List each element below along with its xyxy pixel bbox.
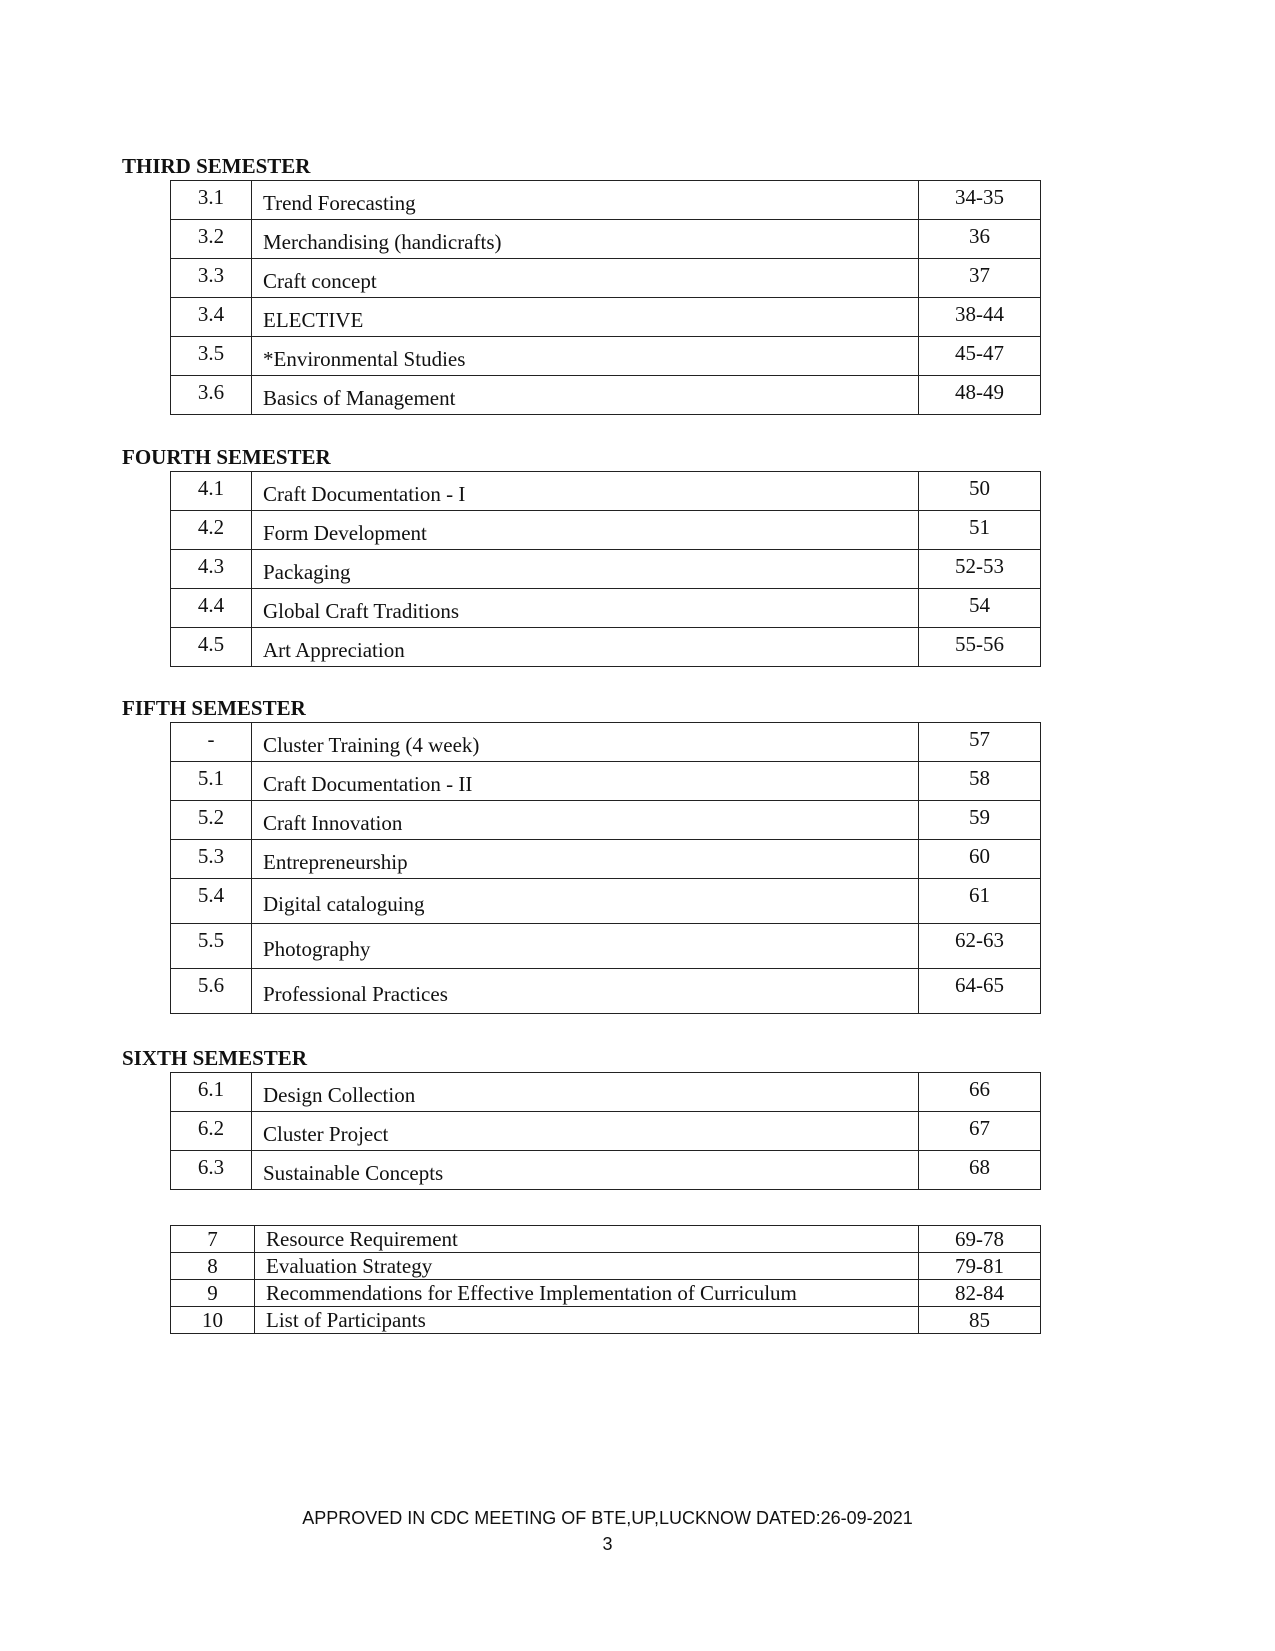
row-number: 3.6 (171, 376, 252, 415)
row-number: 5.6 (171, 969, 252, 1014)
row-title: Cluster Training (4 week) (252, 723, 919, 762)
approval-footer: APPROVED IN CDC MEETING OF BTE,UP,LUCKNOW DATED:26-09-2021 (302, 1508, 913, 1528)
table-row (171, 1073, 1041, 1112)
row-page: 64-65 (919, 969, 1041, 1014)
table-row (171, 1307, 1041, 1334)
row-title: Recommendations for Effective Implementation of Curriculum (255, 1280, 919, 1307)
row-number: 9 (171, 1280, 255, 1307)
row-page: 54 (919, 589, 1041, 628)
table-row (171, 550, 1041, 589)
table-row (171, 1151, 1041, 1190)
row-number: 8 (171, 1253, 255, 1280)
table-row (171, 924, 1041, 969)
row-title: Photography (252, 924, 919, 969)
row-page: 66 (919, 1073, 1041, 1112)
row-title: Digital cataloguing (252, 879, 919, 924)
table-row (171, 337, 1041, 376)
table-row (171, 1253, 1041, 1280)
table-row (171, 472, 1041, 511)
table-row (171, 1226, 1041, 1253)
row-title: Form Development (252, 511, 919, 550)
row-number: 4.3 (171, 550, 252, 589)
table-row (171, 220, 1041, 259)
table-row (171, 259, 1041, 298)
row-title: *Environmental Studies (252, 337, 919, 376)
row-number: 5.5 (171, 924, 252, 969)
row-page: 85 (919, 1307, 1041, 1334)
row-number: 4.5 (171, 628, 252, 667)
page-number: 3 (602, 1534, 613, 1554)
row-number: 5.4 (171, 879, 252, 924)
row-number: 6.2 (171, 1112, 252, 1151)
row-number: 3.1 (171, 181, 252, 220)
row-page: 67 (919, 1112, 1041, 1151)
row-number: 3.3 (171, 259, 252, 298)
row-page: 45-47 (919, 337, 1041, 376)
table-row (171, 1280, 1041, 1307)
row-page: 55-56 (919, 628, 1041, 667)
row-page: 36 (919, 220, 1041, 259)
toc-table-fifth-semester (170, 722, 1041, 1014)
row-title: Design Collection (252, 1073, 919, 1112)
table-row (171, 879, 1041, 924)
table-row (171, 511, 1041, 550)
row-page: 60 (919, 840, 1041, 879)
row-title: Craft Innovation (252, 801, 919, 840)
row-title: Entrepreneurship (252, 840, 919, 879)
row-number: 3.4 (171, 298, 252, 337)
table-row (171, 801, 1041, 840)
row-title: Resource Requirement (255, 1226, 919, 1253)
row-title: Basics of Management (252, 376, 919, 415)
table-row (171, 589, 1041, 628)
row-page: 68 (919, 1151, 1041, 1190)
row-page: 34-35 (919, 181, 1041, 220)
table-row (171, 298, 1041, 337)
row-title: List of Participants (255, 1307, 919, 1334)
row-title: Craft Documentation - II (252, 762, 919, 801)
row-number: 5.3 (171, 840, 252, 879)
toc-table-appendices (170, 1225, 1041, 1334)
table-row (171, 723, 1041, 762)
table-row (171, 181, 1041, 220)
row-page: 48-49 (919, 376, 1041, 415)
row-title: Evaluation Strategy (255, 1253, 919, 1280)
row-page: 58 (919, 762, 1041, 801)
row-number: 4.2 (171, 511, 252, 550)
row-page: 50 (919, 472, 1041, 511)
row-title: Cluster Project (252, 1112, 919, 1151)
table-row (171, 376, 1041, 415)
row-page: 57 (919, 723, 1041, 762)
row-page: 51 (919, 511, 1041, 550)
table-row (171, 969, 1041, 1014)
row-number: 10 (171, 1307, 255, 1334)
row-number: 3.2 (171, 220, 252, 259)
row-title: Packaging (252, 550, 919, 589)
row-page: 82-84 (919, 1280, 1041, 1307)
row-page: 79-81 (919, 1253, 1041, 1280)
toc-table-fourth-semester (170, 471, 1041, 667)
row-number: 4.1 (171, 472, 252, 511)
row-page: 62-63 (919, 924, 1041, 969)
table-row (171, 762, 1041, 801)
toc-table-third-semester (170, 180, 1041, 415)
row-title: Sustainable Concepts (252, 1151, 919, 1190)
row-title: Merchandising (handicrafts) (252, 220, 919, 259)
row-title: Global Craft Traditions (252, 589, 919, 628)
section-heading-sixth-semester: SIXTH SEMESTER (122, 1046, 307, 1070)
table-row (171, 840, 1041, 879)
row-title: Craft Documentation - I (252, 472, 919, 511)
table-row (171, 628, 1041, 667)
row-number: 7 (171, 1226, 255, 1253)
row-number: - (171, 723, 252, 762)
row-page: 59 (919, 801, 1041, 840)
section-heading-fifth-semester: FIFTH SEMESTER (122, 696, 306, 720)
row-number: 4.4 (171, 589, 252, 628)
row-page: 61 (919, 879, 1041, 924)
section-heading-fourth-semester: FOURTH SEMESTER (122, 445, 331, 469)
row-number: 6.1 (171, 1073, 252, 1112)
row-number: 3.5 (171, 337, 252, 376)
table-row (171, 1112, 1041, 1151)
row-title: Professional Practices (252, 969, 919, 1014)
section-heading-third-semester: THIRD SEMESTER (122, 154, 311, 178)
row-page: 69-78 (919, 1226, 1041, 1253)
toc-table-sixth-semester (170, 1072, 1041, 1190)
row-title: Craft concept (252, 259, 919, 298)
row-number: 5.1 (171, 762, 252, 801)
row-title: Trend Forecasting (252, 181, 919, 220)
row-page: 52-53 (919, 550, 1041, 589)
row-page: 37 (919, 259, 1041, 298)
row-page: 38-44 (919, 298, 1041, 337)
row-number: 6.3 (171, 1151, 252, 1190)
row-number: 5.2 (171, 801, 252, 840)
row-title: ELECTIVE (252, 298, 919, 337)
row-title: Art Appreciation (252, 628, 919, 667)
